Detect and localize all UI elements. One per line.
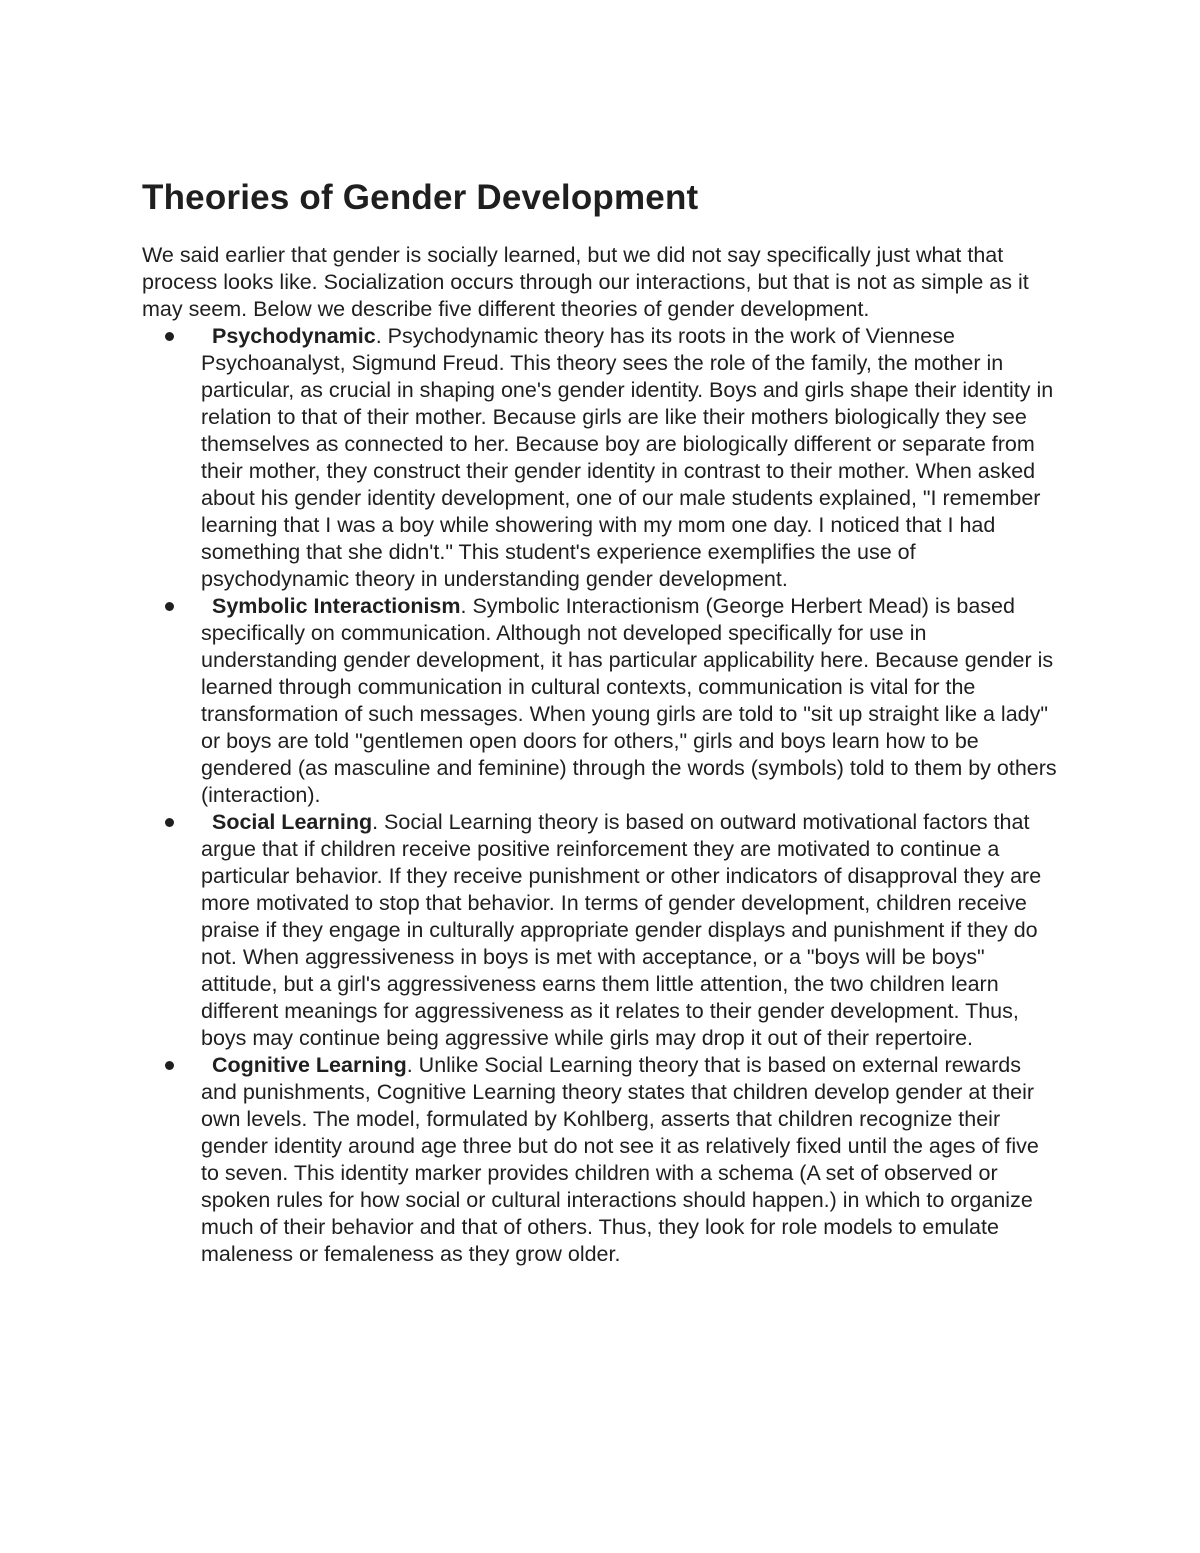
theories-list (142, 323, 1062, 1268)
theory-description: . Unlike Social Learning theory that is based on external rewards and punishments, Cognitive Learning theory states that children develop gender at their own levels. The model, formulated by Kohlberg, asserts that children recognize their gender identity around age three but do not see it as relatively fixed until the ages of five to seven. This identity marker provides children with a schema (A set of observed or spoken rules for how social or cultural interactions should happen.) in which to organize much of their behavior and that of others. Thus, they look for role models to emulate maleness or femaleness as they grow older. (201, 1053, 1039, 1266)
bullet-icon (165, 818, 174, 827)
bullet-icon (165, 1061, 174, 1070)
document-title: Theories of Gender Development (142, 178, 699, 217)
document-page (142, 176, 1062, 1268)
theory-description: . Symbolic Interactionism (George Herbert Mead) is based specifically on communication. Although not developed specifically for use in understanding gender development, it has particular applicability here. Because gender is learned through communication in cultural contexts, communication is vital for the transformation of such messages. When young girls are told to "sit up straight like a lady" or boys are told "gentlemen open doors for others," girls and boys learn how to be gendered (as masculine and feminine) through the words (symbols) told to them by others (interaction). (201, 594, 1057, 807)
theory-term: Psychodynamic (212, 324, 376, 348)
list-item (142, 809, 1062, 1052)
theory-term: Cognitive Learning (212, 1053, 407, 1077)
theory-description: . Psychodynamic theory has its roots in the work of Viennese Psychoanalyst, Sigmund Freud. This theory sees the role of the family, the mother in particular, as crucial in shaping one's gender identity. Boys and girls shape their identity in relation to that of their mother. Because girls are like their mothers biologically they see themselves as connected to her. Because boy are biologically different or separate from their mother, they construct their gender identity in contrast to their mother. When asked about his gender identity development, one of our male students explained, "I remember learning that I was a boy while showering with my mom one day. I noticed that I had something that she didn't." This student's experience exemplifies the use of psychodynamic theory in understanding gender development. (201, 324, 1054, 591)
list-item (142, 323, 1062, 593)
theory-description: . Social Learning theory is based on outward motivational factors that argue that if children receive positive reinforcement they are motivated to continue a particular behavior. If they receive punishment or other indicators of disapproval they are more motivated to stop that behavior. In terms of gender development, children receive praise if they engage in culturally appropriate gender displays and punishment if they do not. When aggressiveness in boys is met with acceptance, or a "boys will be boys" attitude, but a girl's aggressiveness earns them little attention, the two children learn different meanings for aggressiveness as it relates to their gender development. Thus, boys may continue being aggressive while girls may drop it out of their repertoire. (201, 810, 1042, 1050)
bullet-icon (165, 602, 174, 611)
intro-paragraph: We said earlier that gender is socially learned, but we did not say specifically just what that process looks like. Socialization occurs through our interactions, but that is not as simple as it may seem. Below we describe five different theories of gender development. (142, 243, 1029, 321)
list-item (142, 593, 1062, 809)
theory-term: Symbolic Interactionism (212, 594, 461, 618)
theory-term: Social Learning (212, 810, 373, 834)
bullet-icon (165, 332, 174, 341)
list-item (142, 1052, 1062, 1268)
